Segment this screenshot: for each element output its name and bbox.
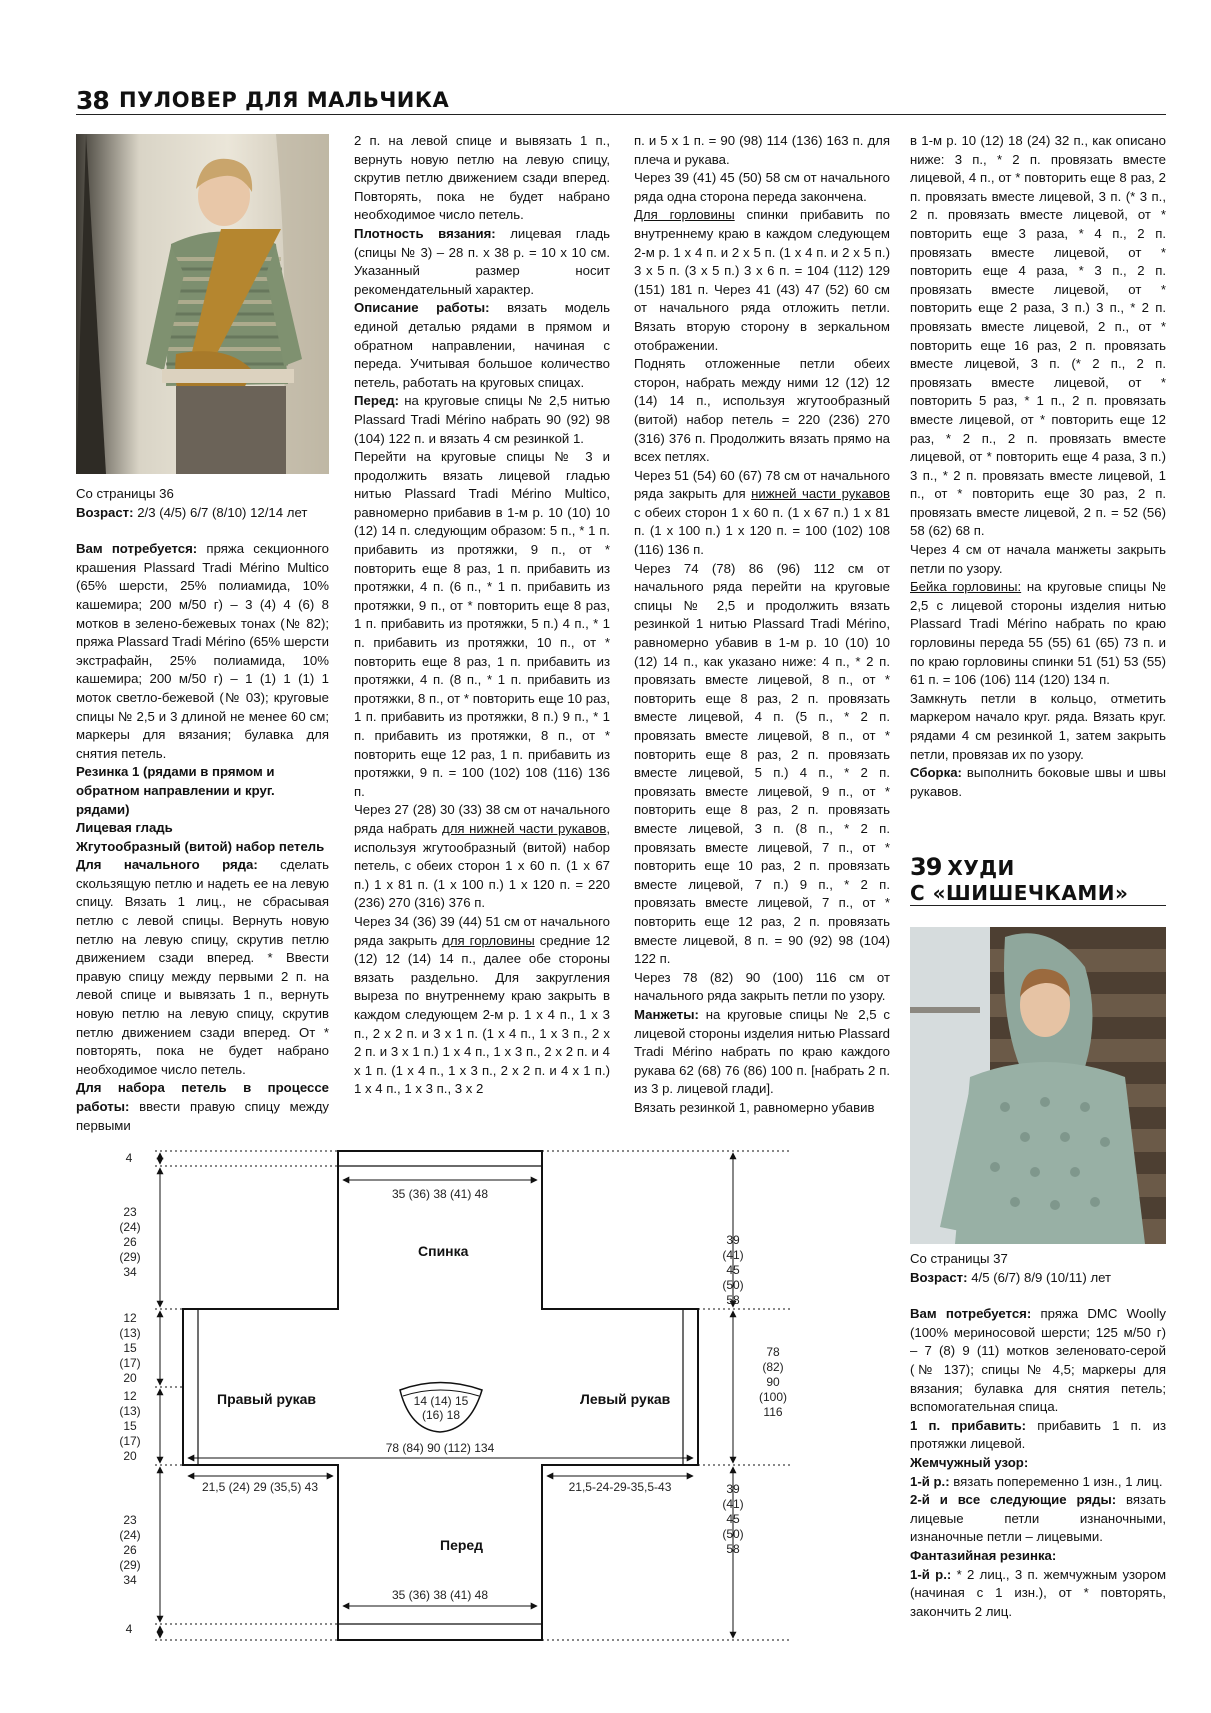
column-3 bbox=[634, 132, 890, 1117]
paragraph: Через 74 (78) 86 (96) 112 см от начального ряда перейти на круговые спицы № 2,5 и продолжить вязать резинкой 1 нитью Plassard Tradi Mérino, равномерно убавив в 1-м р. 10 (10) 10 (12) 14 п., как указано ниже: 4 п., * 2 п. провязать вместе лицевой, 8 п., от * повторить еще 8 раз, 2 п. провязать вместе лицевой, 4 п. (5 п., * 2 п. провязать вместе лицевой, 8 п., от * повторить еще 8 раз, 2 п. провязать вместе лицевой, 5 п.) 4 п., * 2 п. провязать вместе лицевой, 9 п., от * повторить еще 8 раз, 2 п. провязать вместе лицевой, 3 п. (8 п., * 2 п. провязать вместе лицевой, 7 п., от * повторить еще 10 раз, 2 п. провязать вместе лицевой, 7 п.) 9 п., * 2 п. провязать вместе лицевой, 7 п., от * повторить еще 12 раз, 2 п. провязать вместе лицевой, 8 п. = 90 (92) 98 (104) 122 п. bbox=[634, 560, 890, 967]
back-label: Спинка bbox=[418, 1243, 469, 1259]
paragraph: Через 39 (41) 45 (50) 58 см от начального ряда одна сторона переда закончена. bbox=[634, 170, 890, 204]
column-4 bbox=[910, 132, 1166, 801]
left-cuff-label: 21,5 (24) 29 (35,5) 43 bbox=[201, 1480, 319, 1494]
paragraph: 2 п. на левой спице и вывязать 1 п., вернуть новую петлю на левую спицу, скрутив петлю движением сзади вперед. Повторять, пока не будет набрано необходимое число петель. bbox=[354, 133, 610, 223]
neck-label-1: 14 (14) 15 bbox=[413, 1394, 469, 1408]
pattern-number: 38 bbox=[76, 86, 109, 115]
right-sleeve-dim: 78 (82) 90 (100) 116 bbox=[758, 1345, 787, 1419]
paragraph: Вязать резинкой 1, равномерно убавив bbox=[634, 1099, 875, 1115]
left-bottom-dim: 4 bbox=[125, 1622, 133, 1636]
section-title-line1: ХУДИ bbox=[947, 856, 1015, 880]
pattern-number: 39 bbox=[910, 853, 942, 881]
paragraph: Через 27 (28) 30 (33) 38 см от начального ряда набрать для нижней части рукавов, используя жгутообразный (витой) набор петель, с обеих сторон 1 х 60 п. (1 х 67 п.) 1 х 81 п. (1 х 100 п.) 1 х 120 п. = 220 (236) 270 (316) 376 п. bbox=[354, 802, 610, 911]
front-paragraph: Перед: на круговые спицы № 2,5 нитью Plassard Tradi Mérino набрать 90 (92) 98 (104) 122 п. и вязать 4 см резинкой 1. bbox=[354, 393, 610, 446]
pearl-row1: 1-й р.: вязать попеременно 1 изн., 1 лиц. bbox=[910, 1473, 1163, 1489]
stockinette-heading: Лицевая гладь bbox=[76, 820, 173, 836]
paragraph: Через 78 (82) 90 (100) 116 см от начального ряда закрыть петли по узору. bbox=[634, 969, 890, 1004]
right-sleeve-label: Правый рукав bbox=[217, 1391, 317, 1407]
fancy-rib-heading: Фантазийная резинка: bbox=[910, 1547, 1057, 1563]
page-title: ПУЛОВЕР ДЛЯ МАЛЬЧИКА bbox=[119, 88, 450, 112]
boy-photo bbox=[76, 134, 329, 474]
description-paragraph: Описание работы: вязать модель единой деталью рядами в прямом и обратном направлении, начиная с переда. Учитывая большое количество петель, работать на круговых спицах. bbox=[354, 300, 610, 390]
fancy-rib-row1: 1-й р.: * 2 лиц., 3 п. жемчужным узором (начиная с 1 изн.), от * повторять, закончить 2 лиц. bbox=[910, 1566, 1167, 1619]
age-line: Возраст: 4/5 (6/7) 8/9 (10/11) лет bbox=[910, 1269, 1112, 1285]
neckband-paragraph: Бейка горловины: на круговые спицы № 2,5 с лицевой стороны изделия нитью Plassard Tradi Mérino набрать по краю горловины переда 55 (55) 61 (65) 73 п. и по краю горловины спинки 51 (51) 53 (55) 61 п. = 106 (106) 114 (120) 134 п. bbox=[910, 579, 1167, 688]
front-label: Перед bbox=[440, 1537, 484, 1553]
pearl-heading: Жемчужный узор: bbox=[910, 1454, 1029, 1470]
left-top-dim: 4 bbox=[125, 1151, 133, 1165]
bottom-width-label: 35 (36) 38 (41) 48 bbox=[391, 1588, 489, 1602]
left-sleeve-upper-dim: 12 (13) 15 (17) 20 bbox=[119, 1311, 141, 1385]
paragraph: Через 34 (36) 39 (44) 51 см от начального ряда закрыть для горловины средние 12 (12) 12 (14) 14 п., далее обе стороны вязать раздельно. Для закругления выреза по внутреннему краю закрыть в каждом следующем 2-м р. 1 х 4 п., 1 х 3 п., 2 х 2 п. и 3 х 1 п. (1 х 4 п., 1 х 3 п., 2 х 2 п. и 3 х 1 п.) 1 х 4 п., 1 х 3 п., 2 х 2 п. и 4 х 1 п. (1 х 4 п., 1 х 3 п., 2 х 2 п. и 4 х 1 п.) 1 х 4 п., 1 х 3 п., 3 х 2 bbox=[354, 913, 610, 1097]
paragraph: Поднять отложенные петли обеих сторон, набрать между ними 12 (12) 12 (14) 14 п., используя жгутообразный (витой) набор петель = 220 (236) 270 (316) 376 п. Продолжить вязать прямо на всех петлях. bbox=[634, 356, 890, 465]
left-front-dim: 23 (24) 26 (29) 34 bbox=[119, 1513, 141, 1587]
first-row-paragraph: Для начального ряда: сделать скользящую петлю и надеть ее на левую спицу. Вязать 1 лиц., не сбрасывая петлю с левой спицы. Вернуть новую петлю на левую спицу, скрутив петлю движением сзади вперед. * Ввести правую спицу между первыми 2 п. на левой спице и вывязать 1 п., вернуть новую петлю на левую спицу, скрутив петлю движением сзади вперед. От * повторять, пока не будет набрано необходимое число петель. bbox=[76, 857, 330, 1077]
paragraph: Для горловины спинки прибавить по внутреннему краю в каждом следующем 2-м р. 1 х 4 п. и 2 х 5 п. (1 х 4 п. и 2 х 5 п.) 3 х 5 п. (3 х 5 п.) 3 х 6 п. = 104 (112) 129 (151) 181 п. Через 41 (43) 47 (52) 60 см от начального ряда отложить петли. Вязать вторую сторону в зеркальном отображении. bbox=[634, 207, 890, 353]
top-width-label: 35 (36) 38 (41) 48 bbox=[391, 1187, 489, 1201]
pearl-row2: 2-й и все следующие ряды: вязать лицевые петли изнаночными, изнаночные петли – лицевыми. bbox=[910, 1492, 1166, 1545]
materials-paragraph: Вам потребуется: пряжа DMC Woolly (100% мериносовой шерсти; 125 м/50 г) – 7 (8) 9 (11) мотков зеленовато-серой (№ 137); спицы № 4,5; маркеры для вязания; булавка для снятия петель; вспомогательная спица. bbox=[910, 1306, 1166, 1415]
process-paragraph: Для набора петель в процессе работы: ввести правую спицу между первыми bbox=[76, 1080, 329, 1133]
paragraph: Перейти на круговые спицы № 3 и продолжить вязать лицевой гладью нитью Plassard Tradi Mérino Multico, равномерно прибавив в 1-м р. 10 (10) 10 (12) 14 п. следующим образом: 5 п., * 1 п. прибавить из протяжки, 9 п., от * повторить еще 8 раз, 1 п. прибавить из протяжки, 4 п. (6 п., * 1 п. прибавить из протяжки, 9 п., от * повторить еще 8 раз, 1 п. прибавить из протяжки, 5 п.) 4 п., * 1 п. прибавить из протяжки, 10 п., от * повторить еще 8 раз, 1 п. прибавить из протяжки, 4 п. (8 п., * 1 п. прибавить из протяжки, 8 п., от * повторить еще 10 раз, 1 п. прибавить из протяжки, 8 п.) 9 п., * 1 п. прибавить из протяжки, 8 п., от * повторить еще 12 раз, 1 п. прибавить из протяжки, 9 п. = 100 (102) 108 (116) 136 п. bbox=[354, 449, 610, 799]
materials-paragraph: Вам потребуется: пряжа секционного крашения Plassard Tradi Mérino Multico (65% шерсти, 25% полиамида, 10% кашемира; 200 м/50 г) – 3 (4) 4 (6) 8 мотков в зелено-бежевых тонах (№ 82); пряжа Plassard Tradi Mérino (65% шерсти экстрафайн, 25% полиамида, 10% кашемира; 200 м/50 г) – 1 (1) 1 (1) 1 моток светло-бежевой (№ 03); круговые спицы № 2,5 и 3 длиной не менее 60 см; маркеры для вязания; булавка для снятия петель. bbox=[76, 541, 329, 761]
girl-photo bbox=[910, 927, 1166, 1244]
neck-label-2: (16) 18 bbox=[421, 1408, 461, 1422]
column-1 bbox=[76, 485, 329, 1135]
section-39-heading bbox=[910, 853, 1166, 906]
page-header bbox=[76, 86, 1166, 115]
density-paragraph: Плотность вязания: лицевая гладь (спицы № 3) – 28 п. х 38 р. = 10 х 10 см. Указанный размер носит рекомендательный характер. bbox=[354, 225, 611, 297]
cast-on-heading: Жгутообразный (витой) набор петель bbox=[76, 838, 325, 854]
left-sleeve-lower-dim: 12 (13) 15 (17) 20 bbox=[119, 1389, 141, 1463]
cuffs-paragraph: Манжеты: на круговые спицы № 2,5 с лицевой стороны изделия нитью Plassard Tradi Mérino набрать по краю каждого рукава 62 (68) 76 (86) 100 п. [набрать 2 п. из 3 р. лицевой глади]. bbox=[634, 1006, 890, 1097]
right-cuff-label: 21,5-24-29-35,5-43 bbox=[568, 1480, 672, 1494]
right-back-dim: 39 (41) 45 (50) 58 bbox=[722, 1233, 744, 1307]
paragraph: Через 51 (54) 60 (67) 78 см от начального ряда закрыть для нижней части рукавов с обеих сторон 1 х 60 п. (1 х 67 п.) 1 х 81 п. (1 х 100 п.) 1 х 120 п. = 100 (102) 108 (116) 136 п. bbox=[634, 467, 890, 558]
right-front-dim: 39 (41) 45 (50) 58 bbox=[722, 1482, 744, 1556]
source-ref: Со страницы 37 bbox=[910, 1251, 1008, 1266]
total-width-label: 78 (84) 90 (112) 134 bbox=[385, 1441, 495, 1455]
source-ref: Со страницы 36 bbox=[76, 486, 174, 501]
left-sleeve-label: Левый рукав bbox=[580, 1391, 671, 1407]
paragraph: Замкнуть петли в кольцо, отметить маркером начало круг. ряда. Вязать круг. рядами 4 см резинкой 1, затем закрыть петли, провязав их по узору. bbox=[910, 690, 1166, 762]
section-title-line2: С «ШИШЕЧКАМИ» bbox=[910, 881, 1129, 905]
increase-paragraph: 1 п. прибавить: прибавить 1 п. из протяжки лицевой. bbox=[910, 1417, 1166, 1452]
rib-heading: Резинка 1 (рядами в прямом и обратном направлении и круг. рядами) bbox=[76, 764, 275, 817]
paragraph: п. и 5 х 1 п. = 90 (98) 114 (136) 163 п. для плеча и рукава. bbox=[634, 133, 890, 167]
column-2 bbox=[354, 132, 610, 1099]
section-39-text bbox=[910, 1250, 1166, 1621]
paragraph: Через 4 см от начала манжеты закрыть петли по узору. bbox=[910, 542, 1166, 576]
assembly-paragraph: Сборка: выполнить боковые швы и швы рукавов. bbox=[910, 765, 1166, 799]
age-line: Возраст: 2/3 (4/5) 6/7 (8/10) 12/14 лет bbox=[76, 504, 308, 520]
left-back-dim: 23 (24) 26 (29) 34 bbox=[119, 1205, 141, 1279]
paragraph: в 1-м р. 10 (12) 18 (24) 32 п., как описано ниже: 3 п., * 2 п. провязать вместе лицевой, 4 п., от * повторить еще 8 раз, 2 п. провязать вместе лицевой, 3 п. (* 3 п., 2 п. провязать вместе лицевой, от * повторить еще 3 раза, * 4 п., 2 п. провязать вместе лицевой, от * повторить еще 4 раза, * 3 п., 2 п. провязать вместе лицевой, от * повторить еще 2 раза, 3 п.) 3 п., * 2 п. провязать вместе лицевой, 2 п., от * повторить еще 16 раз, 2 п. провязать вместе лицевой, 3 п. (* 2 п., 2 п. провязать вместе лицевой, от * повторить 5 раз, * 1 п., 2 п. провязать вместе лицевой, от * повторить еще 12 раз, * 2 п., 2 п. провязать вместе лицевой, от * повторить еще 4 раза, 3 п.) 3 п., * 2 п. провязать вместе лицевой, 1 п., от * повторить еще 30 раз, 2 п. провязать вместе лицевой, 2 п. = 52 (56) 58 (62) 68 п. bbox=[910, 133, 1166, 539]
